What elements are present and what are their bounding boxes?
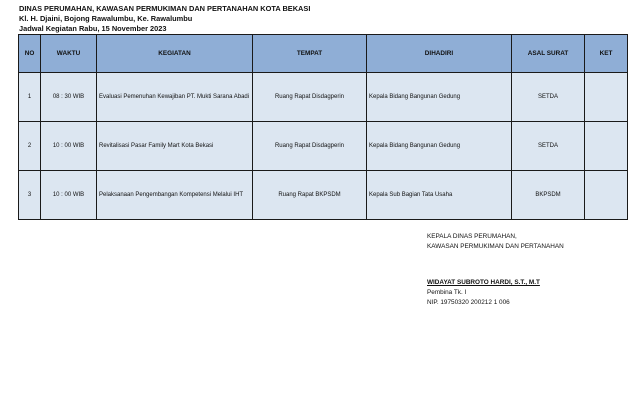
header-asal-surat: ASAL SURAT <box>512 35 585 73</box>
cell-asal-surat: SETDA <box>512 73 585 122</box>
agency-title: DINAS PERUMAHAN, KAWASAN PERMUKIMAN DAN PERTANAHAN KOTA BEKASI <box>19 4 311 13</box>
schedule-table <box>18 34 628 220</box>
cell-asal-surat: SETDA <box>512 122 585 171</box>
header-dihadiri: DIHADIRI <box>367 35 512 73</box>
cell-tempat: Ruang Rapat BKPSDM <box>253 171 367 220</box>
cell-asal-surat: BKPSDM <box>512 171 585 220</box>
cell-ket <box>585 73 628 122</box>
cell-dihadiri: Kepala Bidang Bangunan Gedung <box>367 73 512 122</box>
cell-waktu: 10 : 00 WIB <box>41 171 97 220</box>
cell-tempat: Ruang Rapat Disdagperin <box>253 73 367 122</box>
signatory-title-line1: KEPALA DINAS PERUMAHAN, <box>427 233 517 240</box>
header-waktu: WAKTU <box>41 35 97 73</box>
table-row <box>19 122 628 171</box>
table-row <box>19 73 628 122</box>
cell-dihadiri: Kepala Sub Bagian Tata Usaha <box>367 171 512 220</box>
cell-ket <box>585 171 628 220</box>
signature-block <box>427 232 564 308</box>
signatory-title-line2: KAWASAN PERMUKIMAN DAN PERTANAHAN <box>427 243 564 250</box>
cell-dihadiri: Kepala Bidang Bangunan Gedung <box>367 122 512 171</box>
table-header-row <box>19 35 628 73</box>
cell-no: 3 <box>19 171 41 220</box>
signatory-rank: Pembina Tk. I <box>427 289 467 296</box>
header-tempat: TEMPAT <box>253 35 367 73</box>
cell-tempat: Ruang Rapat Disdagperin <box>253 122 367 171</box>
cell-ket <box>585 122 628 171</box>
cell-kegiatan: Evaluasi Pemenuhan Kewajiban PT. Mukti Sarana Abadi <box>97 73 253 122</box>
cell-kegiatan: Pelaksanaan Pengembangan Kompetensi Melalui IHT <box>97 171 253 220</box>
schedule-date: Jadwal Kegiatan Rabu, 15 November 2023 <box>19 24 167 33</box>
header-no: NO <box>19 35 41 73</box>
header-kegiatan: KEGIATAN <box>97 35 253 73</box>
agency-address: Kl. H. Djaini, Bojong Rawalumbu, Ke. Rawalumbu <box>19 14 193 23</box>
cell-no: 2 <box>19 122 41 171</box>
header-ket: KET <box>585 35 628 73</box>
document-header <box>19 4 310 34</box>
table-row <box>19 171 628 220</box>
cell-waktu: 10 : 00 WIB <box>41 122 97 171</box>
cell-no: 1 <box>19 73 41 122</box>
cell-kegiatan: Revitalisasi Pasar Family Mart Kota Bekasi <box>97 122 253 171</box>
signatory-nip: NIP. 19750320 200212 1 006 <box>427 299 510 306</box>
signatory-name: WIDAYAT SUBROTO HARDI, S.T., M.T <box>427 279 540 286</box>
cell-waktu: 08 : 30 WIB <box>41 73 97 122</box>
